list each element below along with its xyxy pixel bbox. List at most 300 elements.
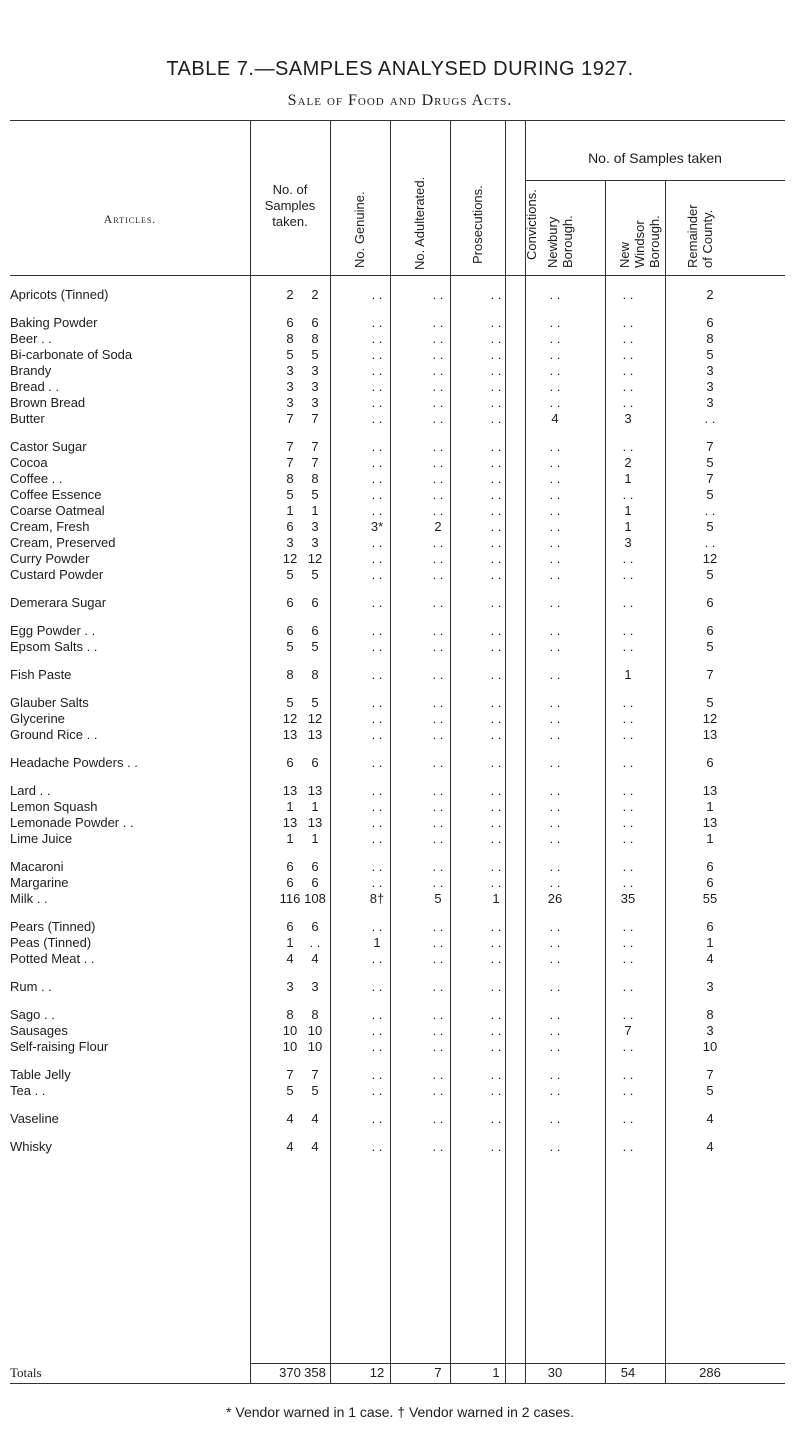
adulterated-cell: . .	[371, 1023, 383, 1038]
total-convictions-cell: 1	[492, 1365, 500, 1380]
samples-cell: 116	[279, 891, 301, 906]
samples-cell: 6	[286, 315, 294, 330]
article-name: Coarse Oatmeal	[10, 503, 105, 518]
adulterated-cell: . .	[371, 567, 383, 582]
samples-header-line: taken.	[272, 214, 308, 229]
prosecutions-cell: . .	[432, 595, 444, 610]
article-name: Bread . .	[10, 379, 60, 394]
newbury-cell: . .	[549, 711, 561, 726]
remainder-cell: 10	[702, 1039, 718, 1054]
remainder-cell: 3	[706, 979, 714, 994]
convictions-cell: . .	[490, 1039, 502, 1054]
table-row	[10, 783, 785, 799]
article-name: Whisky	[10, 1139, 52, 1154]
windsor-cell: . .	[622, 951, 634, 966]
convictions-cell: . .	[490, 1067, 502, 1082]
samples-cell: 3	[286, 395, 294, 410]
convictions-cell: . .	[490, 595, 502, 610]
windsor-cell: . .	[622, 755, 634, 770]
article-name: Self-raising Flour	[10, 1039, 109, 1054]
prosecutions-cell: . .	[432, 799, 444, 814]
table-row	[10, 979, 785, 995]
genuine-cell: 3	[311, 363, 319, 378]
samples-cell: 5	[286, 567, 294, 582]
prosecutions-cell: . .	[432, 1023, 444, 1038]
prosecutions-cell: . .	[432, 979, 444, 994]
table-row	[10, 1067, 785, 1083]
adulterated-cell: . .	[371, 875, 383, 890]
windsor-cell: . .	[622, 815, 634, 830]
remainder-cell: 4	[706, 1111, 714, 1126]
article-name: Epsom Salts . .	[10, 639, 98, 654]
convictions-cell: . .	[490, 727, 502, 742]
genuine-cell: 7	[311, 455, 319, 470]
genuine-cell: 8	[311, 331, 319, 346]
windsor-cell: 7	[624, 1023, 632, 1038]
table-row	[10, 315, 785, 331]
remainder-cell: 8	[706, 1007, 714, 1022]
samples-cell: 6	[286, 519, 294, 534]
table-row	[10, 455, 785, 471]
adulterated-cell: . .	[371, 727, 383, 742]
article-name: Cream, Preserved	[10, 535, 116, 550]
adulterated-cell: . .	[371, 639, 383, 654]
table-row	[10, 567, 785, 583]
remainder-cell: 6	[706, 595, 714, 610]
newbury-cell: 4	[551, 411, 559, 426]
samples-cell: 13	[282, 727, 298, 742]
windsor-cell: . .	[622, 979, 634, 994]
windsor-cell: . .	[622, 331, 634, 346]
adulterated-cell: . .	[371, 315, 383, 330]
convictions-cell: . .	[490, 315, 502, 330]
adulterated-cell: . .	[371, 535, 383, 550]
totals-row	[10, 1365, 785, 1381]
remainder-cell: 4	[706, 951, 714, 966]
prosecutions-cell: . .	[432, 567, 444, 582]
convictions-cell: . .	[490, 439, 502, 454]
remainder-cell: 13	[702, 727, 718, 742]
samples-cell: 1	[286, 503, 294, 518]
col-rule	[525, 120, 526, 1383]
adulterated-cell: . .	[371, 379, 383, 394]
convictions-cell: . .	[490, 471, 502, 486]
prosecutions-cell: . .	[432, 859, 444, 874]
samples-cell: 13	[282, 815, 298, 830]
convictions-cell: . .	[490, 831, 502, 846]
newbury-cell: . .	[549, 519, 561, 534]
table-row	[10, 331, 785, 347]
prosecutions-cell: . .	[432, 287, 444, 302]
windsor-cell: 1	[624, 503, 632, 518]
remainder-cell: 2	[706, 287, 714, 302]
windsor-cell: . .	[622, 875, 634, 890]
article-name: Glycerine	[10, 711, 65, 726]
samples-cell: 4	[286, 1139, 294, 1154]
prosecutions-cell: . .	[432, 1111, 444, 1126]
convictions-cell: . .	[490, 1023, 502, 1038]
samples-cell: 8	[286, 331, 294, 346]
samples-header-line: Samples	[264, 198, 316, 213]
windsor-cell: . .	[622, 315, 634, 330]
adulterated-cell: . .	[371, 1067, 383, 1082]
convictions-cell: . .	[490, 287, 502, 302]
windsor-header-line: Windsor	[632, 220, 647, 268]
table-subtitle: Sale of Food and Drugs Acts.	[287, 92, 513, 109]
total-remainder-cell: 286	[699, 1365, 721, 1380]
samples-taken-header	[250, 182, 330, 230]
article-name: Apricots (Tinned)	[10, 287, 109, 302]
newbury-cell: . .	[549, 1007, 561, 1022]
genuine-header: No. Genuine.	[352, 191, 367, 268]
genuine-cell: 8	[311, 1007, 319, 1022]
convictions-cell: . .	[490, 535, 502, 550]
windsor-cell: . .	[622, 1111, 634, 1126]
windsor-cell: 3	[624, 411, 632, 426]
genuine-cell: 7	[311, 411, 319, 426]
samples-cell: 3	[286, 379, 294, 394]
newbury-cell: . .	[549, 639, 561, 654]
article-name: Castor Sugar	[10, 439, 87, 454]
newbury-cell: . .	[549, 1139, 561, 1154]
article-name: Demerara Sugar	[10, 595, 107, 610]
samples-cell: 8	[286, 667, 294, 682]
remainder-cell: 3	[706, 1023, 714, 1038]
samples-cell: 8	[286, 471, 294, 486]
prosecutions-cell: . .	[432, 471, 444, 486]
samples-cell: 6	[286, 859, 294, 874]
remainder-cell: 5	[706, 487, 714, 502]
article-name: Coffee Essence	[10, 487, 102, 502]
newbury-cell: . .	[549, 1083, 561, 1098]
adulterated-cell: . .	[371, 711, 383, 726]
adulterated-cell: . .	[371, 395, 383, 410]
windsor-cell: . .	[622, 595, 634, 610]
newbury-cell: . .	[549, 379, 561, 394]
newbury-cell: . .	[549, 623, 561, 638]
convictions-cell: . .	[490, 1083, 502, 1098]
windsor-cell: . .	[622, 695, 634, 710]
table-row	[10, 1023, 785, 1039]
article-name: Lemonade Powder . .	[10, 815, 134, 830]
remainder-cell: 5	[706, 639, 714, 654]
adulterated-cell: . .	[371, 919, 383, 934]
table-title: TABLE 7.—SAMPLES ANALYSED DURING 1927.	[166, 58, 634, 80]
genuine-cell: 6	[311, 859, 319, 874]
prosecutions-cell: . .	[432, 1039, 444, 1054]
newbury-cell: . .	[549, 287, 561, 302]
newbury-cell: . .	[549, 755, 561, 770]
windsor-cell: . .	[622, 363, 634, 378]
adulterated-cell: . .	[371, 1007, 383, 1022]
prosecutions-cell: . .	[432, 639, 444, 654]
top-rule	[10, 120, 785, 121]
remainder-cell: 6	[706, 859, 714, 874]
convictions-cell: . .	[490, 567, 502, 582]
remainder-cell: 6	[706, 623, 714, 638]
genuine-cell: 6	[311, 315, 319, 330]
article-name: Lard . .	[10, 783, 51, 798]
windsor-cell: 3	[624, 535, 632, 550]
article-name: Table Jelly	[10, 1067, 71, 1082]
adulterated-cell: . .	[371, 287, 383, 302]
remainder-header-line: Remainder	[685, 204, 700, 268]
samples-cell: 3	[286, 363, 294, 378]
adulterated-cell: . .	[371, 623, 383, 638]
remainder-cell: 12	[702, 551, 718, 566]
samples-cell: 4	[286, 951, 294, 966]
genuine-cell: 108	[304, 891, 326, 906]
totals-label: Totals	[10, 1365, 42, 1380]
table-row	[10, 815, 785, 831]
samples-cell: 7	[286, 439, 294, 454]
newbury-cell: . .	[549, 595, 561, 610]
remainder-cell: 13	[702, 815, 718, 830]
convictions-cell: . .	[490, 935, 502, 950]
newbury-header-line: Borough.	[560, 215, 575, 268]
windsor-cell: . .	[622, 287, 634, 302]
samples-cell: 6	[286, 875, 294, 890]
adulterated-cell: . .	[371, 347, 383, 362]
remainder-cell: 5	[706, 695, 714, 710]
newbury-header	[545, 215, 575, 268]
adulterated-cell: . .	[371, 695, 383, 710]
prosecutions-cell: . .	[432, 727, 444, 742]
remainder-cell: 6	[706, 755, 714, 770]
windsor-cell: 35	[620, 891, 636, 906]
windsor-header	[617, 215, 662, 268]
genuine-cell: 4	[311, 1111, 319, 1126]
windsor-cell: . .	[622, 799, 634, 814]
convictions-cell: . .	[490, 783, 502, 798]
article-name: Tea . .	[10, 1083, 46, 1098]
remainder-cell: 3	[706, 379, 714, 394]
article-name: Rum . .	[10, 979, 52, 994]
convictions-cell: . .	[490, 639, 502, 654]
genuine-cell: 4	[311, 951, 319, 966]
adulterated-cell: . .	[371, 439, 383, 454]
table-row	[10, 471, 785, 487]
article-name: Potted Meat . .	[10, 951, 95, 966]
remainder-cell: 55	[702, 891, 718, 906]
samples-cell: 2	[286, 287, 294, 302]
genuine-cell: 6	[311, 919, 319, 934]
convictions-cell: . .	[490, 711, 502, 726]
table-row	[10, 535, 785, 551]
convictions-cell: . .	[490, 379, 502, 394]
remainder-cell: 3	[706, 395, 714, 410]
convictions-cell: . .	[490, 695, 502, 710]
convictions-cell: . .	[490, 551, 502, 566]
prosecutions-cell: . .	[432, 331, 444, 346]
adulterated-cell: . .	[371, 859, 383, 874]
table-row	[10, 1139, 785, 1155]
prosecutions-cell: . .	[432, 487, 444, 502]
remainder-cell: . .	[704, 535, 716, 550]
newbury-cell: 26	[547, 891, 563, 906]
table-row	[10, 935, 785, 951]
genuine-cell: 13	[307, 815, 323, 830]
convictions-cell: . .	[490, 519, 502, 534]
adulterated-cell: . .	[371, 755, 383, 770]
adulterated-cell: . .	[371, 979, 383, 994]
newbury-cell: . .	[549, 471, 561, 486]
newbury-cell: . .	[549, 503, 561, 518]
newbury-cell: . .	[549, 315, 561, 330]
newbury-cell: . .	[549, 875, 561, 890]
remainder-cell: 3	[706, 363, 714, 378]
convictions-cell: . .	[490, 411, 502, 426]
table-row	[10, 695, 785, 711]
samples-cell: 6	[286, 919, 294, 934]
newbury-cell: . .	[549, 455, 561, 470]
windsor-cell: . .	[622, 439, 634, 454]
samples-cell: 7	[286, 1067, 294, 1082]
convictions-cell: . .	[490, 331, 502, 346]
prosecutions-cell: . .	[432, 411, 444, 426]
article-name: Sago . .	[10, 1007, 55, 1022]
newbury-cell: . .	[549, 535, 561, 550]
genuine-cell: 7	[311, 439, 319, 454]
bottom-rule	[10, 1383, 785, 1384]
prosecutions-cell: . .	[432, 379, 444, 394]
convictions-cell: . .	[490, 979, 502, 994]
windsor-cell: 1	[624, 471, 632, 486]
convictions-cell: . .	[490, 667, 502, 682]
article-name: Peas (Tinned)	[10, 935, 92, 950]
newbury-cell: . .	[549, 1111, 561, 1126]
convictions-cell: . .	[490, 859, 502, 874]
windsor-cell: . .	[622, 711, 634, 726]
remainder-cell: 1	[706, 935, 714, 950]
convictions-cell: . .	[490, 1139, 502, 1154]
prosecutions-cell: . .	[432, 919, 444, 934]
article-name: Lime Juice	[10, 831, 73, 846]
windsor-cell: . .	[622, 567, 634, 582]
newbury-cell: . .	[549, 363, 561, 378]
newbury-cell: . .	[549, 1039, 561, 1054]
adulterated-cell: . .	[371, 411, 383, 426]
article-name: Pears (Tinned)	[10, 919, 96, 934]
adulterated-cell: . .	[371, 551, 383, 566]
table-row	[10, 503, 785, 519]
samples-cell: 4	[286, 1111, 294, 1126]
samples-cell: 8	[286, 1007, 294, 1022]
genuine-cell: 1	[311, 503, 319, 518]
newbury-cell: . .	[549, 919, 561, 934]
remainder-cell: 6	[706, 315, 714, 330]
table-row	[10, 439, 785, 455]
remainder-cell: . .	[704, 503, 716, 518]
remainder-cell: 7	[706, 667, 714, 682]
windsor-cell: . .	[622, 831, 634, 846]
remainder-cell: 8	[706, 331, 714, 346]
convictions-cell: . .	[490, 815, 502, 830]
remainder-cell: 1	[706, 831, 714, 846]
adulterated-cell: . .	[371, 783, 383, 798]
samples-cell: 5	[286, 1083, 294, 1098]
convictions-cell: . .	[490, 347, 502, 362]
table-row	[10, 595, 785, 611]
header-rule	[10, 275, 785, 276]
newbury-cell: . .	[549, 395, 561, 410]
remainder-cell: 6	[706, 919, 714, 934]
article-name: Custard Powder	[10, 567, 104, 582]
adulterated-cell: . .	[371, 471, 383, 486]
samples-cell: 5	[286, 639, 294, 654]
genuine-cell: 10	[307, 1023, 323, 1038]
article-name: Baking Powder	[10, 315, 98, 330]
samples-cell: 3	[286, 979, 294, 994]
newbury-cell: . .	[549, 331, 561, 346]
genuine-cell: . .	[309, 935, 321, 950]
genuine-cell: 6	[311, 755, 319, 770]
col-rule	[250, 120, 251, 1383]
windsor-header-line: New	[617, 241, 632, 268]
windsor-cell: . .	[622, 1007, 634, 1022]
remainder-cell: 7	[706, 471, 714, 486]
adulterated-cell: . .	[371, 455, 383, 470]
windsor-cell: . .	[622, 919, 634, 934]
adulterated-header: No. Adulterated.	[412, 176, 427, 270]
genuine-cell: 8	[311, 667, 319, 682]
total-prosecutions-cell: 7	[434, 1365, 442, 1380]
prosecutions-cell: . .	[432, 783, 444, 798]
col-rule	[450, 120, 451, 1383]
newbury-cell: . .	[549, 347, 561, 362]
col-rule	[330, 120, 331, 1383]
windsor-cell: . .	[622, 487, 634, 502]
samples-table	[10, 120, 785, 1400]
convictions-cell: . .	[490, 363, 502, 378]
table-row	[10, 487, 785, 503]
convictions-cell: . .	[490, 487, 502, 502]
prosecutions-cell: . .	[432, 395, 444, 410]
article-name: Sausages	[10, 1023, 68, 1038]
article-name: Butter	[10, 411, 45, 426]
newbury-cell: . .	[549, 695, 561, 710]
genuine-cell: 6	[311, 623, 319, 638]
convictions-cell: . .	[490, 799, 502, 814]
table-row	[10, 395, 785, 411]
remainder-cell: 5	[706, 1083, 714, 1098]
genuine-cell: 1	[311, 831, 319, 846]
newbury-cell: . .	[549, 783, 561, 798]
samples-cell: 3	[286, 535, 294, 550]
prosecutions-cell: . .	[432, 1083, 444, 1098]
adulterated-cell: . .	[371, 667, 383, 682]
convictions-cell: 1	[492, 891, 500, 906]
genuine-cell: 4	[311, 1139, 319, 1154]
convictions-cell: . .	[490, 455, 502, 470]
prosecutions-cell: . .	[432, 695, 444, 710]
newbury-cell: . .	[549, 859, 561, 874]
article-name: Fish Paste	[10, 667, 72, 682]
adulterated-cell: . .	[371, 503, 383, 518]
article-name: Headache Powders . .	[10, 755, 138, 770]
remainder-cell: 5	[706, 519, 714, 534]
newbury-cell: . .	[549, 799, 561, 814]
table-row	[10, 379, 785, 395]
genuine-cell: 5	[311, 639, 319, 654]
prosecutions-cell: . .	[432, 535, 444, 550]
prosecutions-cell: . .	[432, 711, 444, 726]
table-row	[10, 1083, 785, 1099]
adulterated-cell: . .	[371, 1139, 383, 1154]
adulterated-cell: . .	[371, 331, 383, 346]
total-adulterated-cell: 12	[369, 1365, 385, 1380]
samples-cell: 10	[282, 1039, 298, 1054]
